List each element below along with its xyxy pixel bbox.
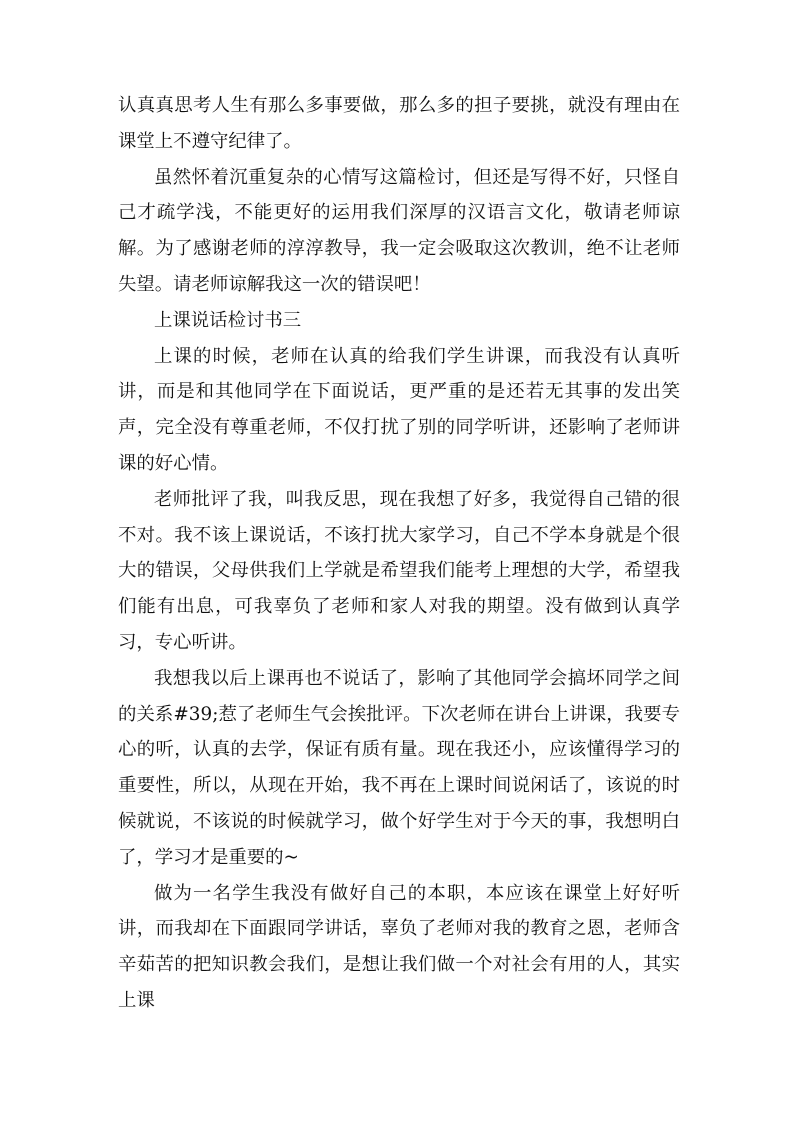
paragraph-promise: 我想我以后上课再也不说话了，影响了其他同学会搞坏同学之间的关系#39;惹了老师生气会挨批评。下次老师在讲台上讲课，我要专心的听，认真的去学，保证有质有量。现在我还小，应该懂得学习的重要性，所以，从现在开始，我不再在上课时间说闲话了，该说的时候就说，不该说的时候就学习，做个好学生对于今天的事，我想明白了，学习才是重要的~ (118, 667, 680, 868)
paragraph-continued: 认真真思考人生有那么多事要做，那么多的担子要挑，就没有理由在课堂上不遵守纪律了。 (118, 95, 680, 152)
paragraph-class-talking: 上课的时候，老师在认真的给我们学生讲课，而我没有认真听讲，而是和其他同学在下面说话，更严重的是还若无其事的发出笑声，完全没有尊重老师，不仅打扰了别的同学听讲，还影响了老师讲课的好心情。 (118, 345, 680, 474)
section-heading: 上课说话检讨书三 (154, 309, 302, 331)
paragraph-duty: 做为一名学生我没有做好自己的本职，本应该在课堂上好好听讲，而我却在下面跟同学讲话，辜负了老师对我的教育之恩，老师含辛茹苦的把知识教会我们，是想让我们做一个对社会有用的人，其实上课 (118, 882, 680, 1011)
paragraph-reflection: 老师批评了我，叫我反思，现在我想了好多，我觉得自己错的很不对。我不该上课说话，不该打扰大家学习，自己不学本身就是个很大的错误，父母供我们上学就是希望我们能考上理想的大学，希望我们能有出息，可我辜负了老师和家人对我的期望。没有做到认真学习，专心听讲。 (118, 488, 680, 653)
document-body (118, 88, 680, 1019)
paragraph-apology: 虽然怀着沉重复杂的心情写这篇检讨，但还是写得不好，只怪自己才疏学浅，不能更好的运用我们深厚的汉语言文化，敬请老师谅解。为了感谢老师的淳淳教导，我一定会吸取这次教训，绝不让老师失望。请老师谅解我这一次的错误吧！ (118, 166, 680, 295)
